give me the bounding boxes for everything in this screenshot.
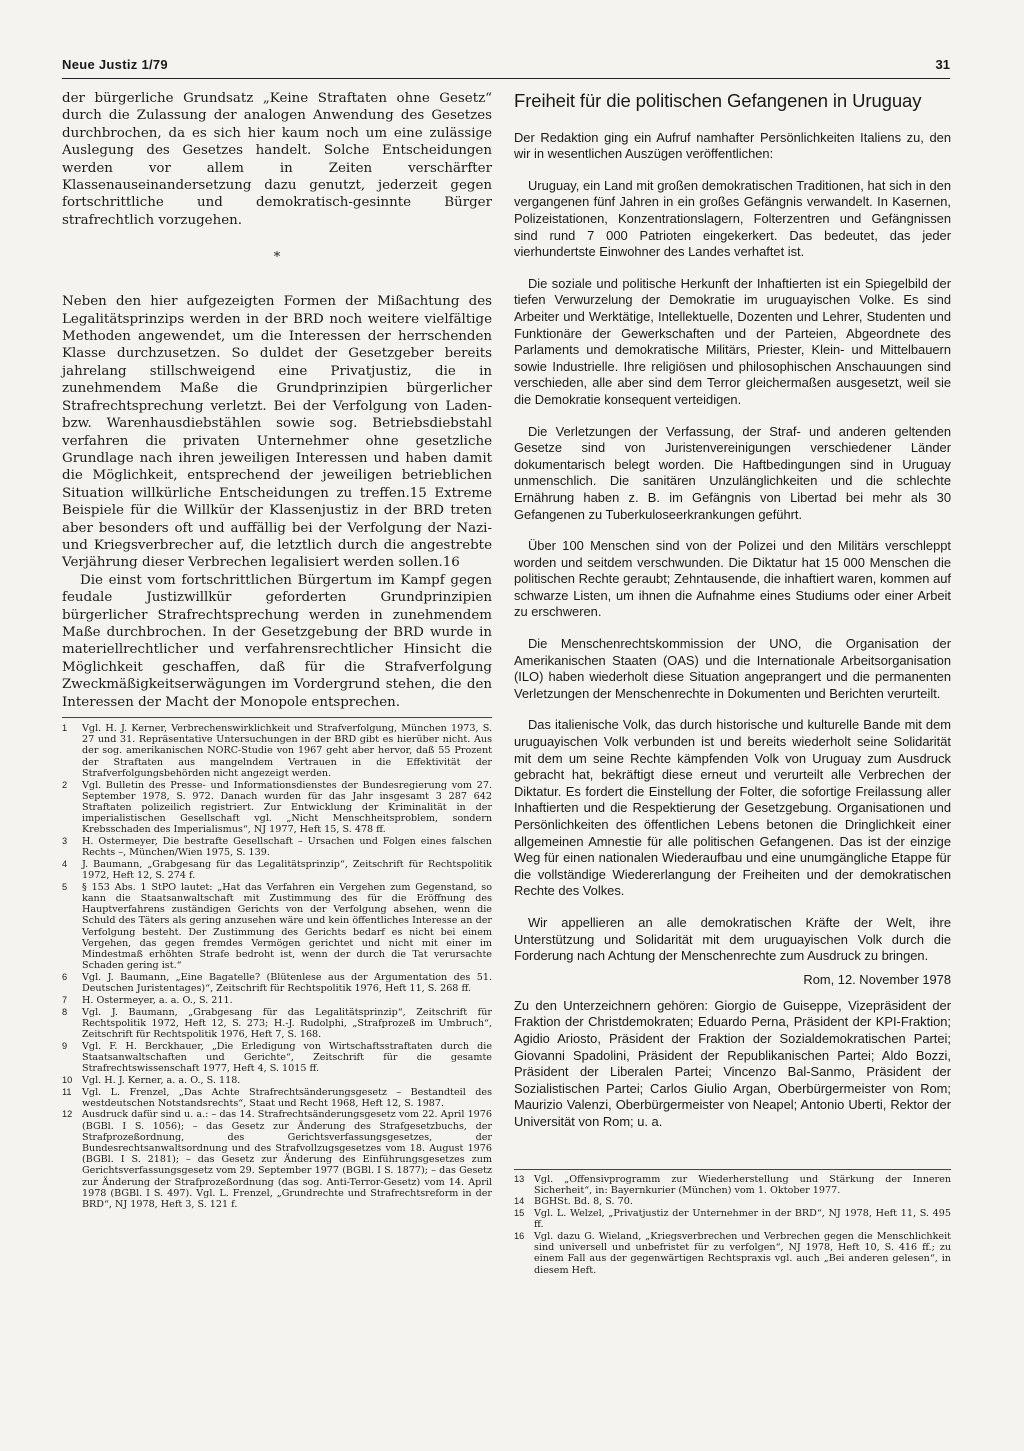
footnote-text: Vgl. J. Baumann, „Grabgesang für das Legalitätsprinzip“, Zeitschrift für Rechtspolitik 1972, Heft 12, S. 273; H.-J. Rudolphi, „Strafprozeß im Umbruch“, Zeitschrift für Rechtspolitik 1976, Heft 7, S. 168. bbox=[82, 1006, 492, 1040]
footnote bbox=[514, 1196, 951, 1207]
footnote-number: 14 bbox=[514, 1196, 525, 1207]
footnote-number: 1 bbox=[62, 723, 68, 733]
footnote bbox=[62, 972, 492, 994]
footnote-list bbox=[514, 1174, 951, 1276]
paragraph: Die einst vom fortschrittlichen Bürgertum im Kampf gegen feudale Justizwillkür geforderten Grundprinzipien bürgerlicher Strafrechtsprechung werden in zunehmendem Maße durchbrochen. In der Gesetzgebung der BRD wurde in materiellrechtlicher und verfahrensrechtlicher Hinsicht die Möglichkeit geschaffen, daß für die Strafverfolgung Zweckmäßigkeitserwägungen im Vordergrund stehen, die den Interessen der Macht der Monopole entsprechen. bbox=[62, 572, 492, 710]
footnote-number: 13 bbox=[514, 1173, 525, 1184]
footnote-text: Vgl. J. Baumann, „Eine Bagatelle? (Blütenlese aus der Argumentation des 51. Deutschen Juristentages)“, Zeitschrift für Rechtspolitik 1976, Heft 11, S. 268 ff. bbox=[82, 971, 492, 995]
footnote-number: 16 bbox=[514, 1231, 525, 1242]
footnote-number: 11 bbox=[62, 1086, 72, 1097]
page-header bbox=[62, 57, 950, 79]
paragraph: Über 100 Menschen sind von der Polizei und den Militärs verschleppt worden und seitdem verschwunden. Die Diktatur hat 15 000 Menschen die politischen Rechte geraubt; Zehntausende, die inhaftiert waren, kommen auf schwarze Listen, um ihnen die Aufnahme eines Studiums oder einer Arbeit zu erschweren. bbox=[514, 538, 951, 620]
paragraph: der bürgerliche Grundsatz „Keine Straftaten ohne Gesetz“ durch die Zulassung der analogen Anwendung des Gesetzes durchbrochen, da es sich hier kaum noch um eine zulässige Auslegung des Gesetzes handelt. Solche Entscheidungen werden vor allem in Zeiten verschärfter Klassenauseinandersetzung dazu genutzt, jederzeit gegen fortschrittliche und demokratisch-gesinnte Bürger strafrechtlich vorzugehen. bbox=[62, 91, 492, 228]
right-column bbox=[514, 90, 951, 1276]
footnote-number: 4 bbox=[62, 858, 68, 869]
footnote-text: Vgl. L. Frenzel, „Das Achte Strafrechtsänderungsgesetz – Bestandteil des westdeutschen Notstandsrechts“, Staat und Recht 1968, Heft 12, S. 1987. bbox=[82, 1086, 492, 1109]
footnote bbox=[62, 882, 492, 972]
footnote-text: H. Ostermeyer, a. a. O., S. 211. bbox=[82, 994, 233, 1006]
footnote-text: Vgl. L. Welzel, „Privatjustiz der Unternehmer in der BRD“, NJ 1978, Heft 11, S. 495 ff. bbox=[534, 1208, 951, 1231]
article-title: Freiheit für die politischen Gefangenen in Uruguay bbox=[514, 90, 922, 111]
footnote-number: 3 bbox=[62, 836, 68, 847]
footnote-text: § 153 Abs. 1 StPO lautet: „Hat das Verfahren ein Vergehen zum Gegenstand, so kann die Staatsanwaltschaft mit Zustimmung des für die Eröffnung des Hauptverfahrens zuständigen Gerichts von der Verfolgung absehen, wenn die Schuld des Täters als gering anzusehen wäre und kein öffentliches Interesse an der Verfolgung besteht. Der Zustimmung des Gerichts bedarf es nicht bei einem Vergehen, das gegen fremdes Vermögen gerichtet und nicht mit einer im Mindestmaß erhöhten Strafe bedroht ist, wenn der durch die Tat verursachte Schaden gering ist.“ bbox=[82, 881, 492, 972]
paragraph: Wir appellieren an alle demokratischen Kräfte der Welt, ihre Unterstützung und Solidarität mit dem uruguayischen Volk durch die Forderung nach Achtung der Menschenrechte zum Ausdruck zu bringen. bbox=[514, 914, 951, 964]
footnote-text: Vgl. H. J. Kerner, a. a. O., S. 118. bbox=[82, 1074, 241, 1086]
footnote-number: 7 bbox=[62, 994, 68, 1005]
footnote-text: BGHSt. Bd. 8, S. 70. bbox=[534, 1196, 633, 1208]
footnote-number: 15 bbox=[514, 1208, 525, 1219]
paragraph: Neben den hier aufgezeigten Formen der Mißachtung des Legalitätsprinzips werden in der BRD noch weitere vielfältige Methoden angewendet, um die Interessen der herrschenden Klasse durchzusetzen. So duldet der Gesetzgeber bereits jahrelang stillschweigend eine Privatjustiz, die in zunehmendem Maße die Grundprinzipien bürgerlicher Strafrechtsprechung verletzt. Bei der Verfolgung von Laden- bzw. Warenhausdiebstählen sowie sog. Betriebsdiebstahl verfahren die privaten Unternehmer ohne gesetzliche Grundlage nach ihren jeweiligen Interessen und haben damit die Möglichkeit, entsprechend der jeweiligen betrieblichen Situation willkürliche Entscheidungen zu treffen.15 Extreme Beispiele für die Willkür der Klassenjustiz in der BRD treten aber besonders oft und auffällig bei der Verfolgung der Nazi- und Kriegsverbrecher auf, die letztlich durch die angestrebte Verjährung dieser Verbrechen legalisiert werden sollen.16 bbox=[62, 294, 492, 571]
footnote bbox=[514, 1208, 951, 1230]
footnote-text: Vgl. H. J. Kerner, Verbrechenswirklichkeit und Strafverfolgung, München 1973, S. 27 und 31. Repräsentative Untersuchungen in der BRD gibt es hierüber nicht. Aus der sog. amerikanischen NORC-Studie von 1967 geht aber hervor, daß 55 Prozent der Straftaten aus mangelndem Vertrauen in die Effektivität der Strafverfolgungsbehörden nicht angezeigt werden. bbox=[82, 723, 492, 779]
footnote bbox=[62, 1109, 492, 1210]
footnote bbox=[62, 1007, 492, 1041]
footnote bbox=[514, 1174, 951, 1196]
left-column bbox=[62, 90, 492, 1211]
paragraph: Das italienische Volk, das durch historische und kulturelle Bande mit dem uruguayischen Volk verbunden ist und bereits wiederholt seine Solidarität mit dem um seine Rechte kämpfenden Volk von Uruguay zum Ausdruck gebracht hat, bekräftigt diese erneut und verurteilt alle Verbrechen der Diktatur. Es fordert die Einstellung der Folter, die sofortige Freilassung aller Inhaftierten und die Respektierung der Gesetzgebung. Organisationen und Persönlichkeiten des öffentlichen Lebens betonen die Dringlichkeit einer allgemeinen Amnestie für alle politischen Gefangenen. Das ist der einzige Weg für einen nationalen Wiederaufbau und eine unumgängliche Etappe für die vollständige Wiedererlangung der Freiheiten und der demokratischen Rechte des Volkes. bbox=[514, 717, 951, 899]
footnote-text: Vgl. dazu G. Wieland, „Kriegsverbrechen und Verbrechen gegen die Menschlichkeit sind universell und unbefristet für zu verfolgen“, NJ 1978, Heft 10, S. 416 ff.; zu einem Fall aus der gegenwärtigen Rechtspraxis vgl. auch „Bei anderen gelesen“, in diesem Heft. bbox=[534, 1231, 951, 1276]
footnote-text: Vgl. „Offensivprogramm zur Wiederherstellung und Stärkung der Inneren Sicherheit“, in: Bayernkurier (München) vom 1. Oktober 1977. bbox=[534, 1173, 951, 1196]
footnote-text: Ausdruck dafür sind u. a.: – das 14. Strafrechtsänderungsgesetz vom 22. April 1976 (BGBl. I S. 1056); – das Gesetz zur Änderung des Strafgesetzbuchs, der Strafprozeßordnung, des Gerichtsverfassungsgesetzes, der Bundesrechtsanwaltsordnung und des Strafvollzugsgesetzes vom 18. August 1976 (BGBl. I S. 2181); – das Gesetz zur Änderung des Einführungsgesetzes zum Gerichtsverfassungsgesetz vom 29. September 1977 (BGBl. I S. 1877); – das Gesetz zur Änderung der Strafprozeßordnung (das sog. Anti-Terror-Gesetz) vom 14. April 1978 (BGBl. I S. 497). Vgl. L. Frenzel, „Grundrechte und Strafrechtsreform in der BRD“, NJ 1978, Heft 3, S. 121 f. bbox=[82, 1109, 492, 1211]
footnote-text: J. Baumann, „Grabgesang für das Legalitätsprinzip“, Zeitschrift für Rechtspolitik 1972, Heft 12, S. 274 f. bbox=[82, 858, 492, 882]
footnote-text: Vgl. Bulletin des Presse- und Informationsdienstes der Bundesregierung vom 27. September 1978, S. 972. Danach wurden für das Jahr insgesamt 3 287 642 Straftaten polizeilich registriert. Zur Entwicklung der Kriminalität in der imperialistischen Gesellschaft vgl. „Nicht Menschheitsproblem, sondern Krebsschaden des Imperialismus“, NJ 1977, Heft 15, S. 478 ff. bbox=[82, 779, 492, 836]
footnote bbox=[62, 836, 492, 858]
paragraph: Die Menschenrechtskommission der UNO, die Organisation der Amerikanischen Staaten (OAS) und die Internationale Arbeitsorganisation (ILO) haben wiederholt diese Situation angeprangert und die permanenten Verletzungen der Menschenrechte in Dokumenten und Berichten verurteilt. bbox=[514, 636, 951, 701]
paragraph: Die Verletzungen der Verfassung, der Straf- und anderen geltenden Gesetze sind von Juristenvereinigungen verschiedener Länder dokumentarisch belegt worden. Die Haftbedingungen sind in Uruguay unmenschlich. Die sanitären Unzulänglichkeiten und die schlechte Ernährung haben z. B. im Gefängnis von Libertad bei mehr als 30 Gefangenen zu Tuberkuloseerkrankungen geführt. bbox=[514, 423, 951, 522]
footnote-number: 6 bbox=[62, 971, 68, 982]
footnote bbox=[514, 1231, 951, 1276]
footnote-number: 8 bbox=[62, 1006, 68, 1017]
footnote-list bbox=[62, 723, 492, 1210]
footnote bbox=[62, 1075, 492, 1086]
footnote bbox=[62, 859, 492, 881]
footnote-rule bbox=[514, 1169, 951, 1170]
footnote bbox=[62, 723, 492, 779]
journal-title: Neue Justiz 1/79 bbox=[62, 57, 168, 72]
dateline: Rom, 12. November 1978 bbox=[803, 971, 951, 987]
footnote-number: 9 bbox=[62, 1040, 68, 1051]
page-number: 31 bbox=[935, 57, 950, 72]
footnote-number: 5 bbox=[62, 881, 68, 892]
footnote-text: H. Ostermeyer, Die bestrafte Gesellschaft – Ursachen und Folgen eines falschen Rechts –, München/Wien 1975, S. 139. bbox=[82, 836, 492, 859]
footnote-rule bbox=[62, 717, 492, 718]
paragraph: Die soziale und politische Herkunft der Inhaftierten ist ein Spiegelbild der tiefen Verwurzelung der Demokratie im uruguayischen Volke. Es sind Arbeiter und Werktätige, Intellektuelle, Dozenten und Lehrer, Studenten und Funktionäre der Gewerkschaften und der Parteien, Abgeordnete des Parlaments und demokratische Militärs, Priester, Klein- und Mittelbauern sowie Industrielle. Ihre religiösen und philosophischen Anschauungen sind verschieden, alle aber sind dem Terror gleichermaßen ausgesetzt, weil sie die Demokratie konsequent verteidigen. bbox=[514, 275, 951, 407]
footnote-number: 12 bbox=[62, 1109, 73, 1120]
paragraph: Uruguay, ein Land mit großen demokratischen Traditionen, hat sich in den vergangenen fünf Jahren in ein großes Gefängnis verwandelt. In Kasernen, Polizeistationen, Konzentrationslagern, Folterzentren und Gefängnissen sind rund 7 000 Patrioten eingekerkert. Das bedeutet, das jeder vierhundertste Einwohner des Landes verhaftet ist. bbox=[514, 177, 951, 260]
footnote bbox=[62, 995, 492, 1006]
footnote bbox=[62, 1041, 492, 1075]
article-intro: Der Redaktion ging ein Aufruf namhafter Persönlichkeiten Italiens zu, den wir in wesentlichen Auszügen veröffentlichen: bbox=[514, 130, 951, 162]
footnote-text: Vgl. F. H. Berckhauer, „Die Erledigung von Wirtschaftsstraftaten durch die Staatsanwaltschaften und Gerichte“, Zeitschrift für die gesamte Strafrechtswissenschaft 1977, Heft 4, S. 1015 ff. bbox=[82, 1040, 492, 1075]
section-separator: * bbox=[273, 250, 281, 266]
footnote-number: 2 bbox=[62, 779, 68, 790]
footnote bbox=[62, 1087, 492, 1109]
footnote-number: 10 bbox=[62, 1074, 73, 1085]
footnote bbox=[62, 780, 492, 836]
signatories: Zu den Unterzeichnern gehören: Giorgio de Guiseppe, Vizepräsident der Fraktion der Christdemokraten; Eduardo Perna, Präsident der KPI-Fraktion; Agidio Ariosto, Präsident der Fraktion der Sozialdemokratischen Partei; Giovanni Spadolini, Präsident der Republikanischen Partei; Aldo Bozzi, Präsident der Liberalen Partei; Vincenzo Bal-Sanmo, Präsident der Sozialistischen Partei; Carlos Giulio Argan, Oberbürgermeister von Rom; Maurizio Valenzi, Oberbürgermeister von Neapel; Antonio Uberti, Rektor der Universität von Rom; u. a. bbox=[514, 997, 951, 1129]
